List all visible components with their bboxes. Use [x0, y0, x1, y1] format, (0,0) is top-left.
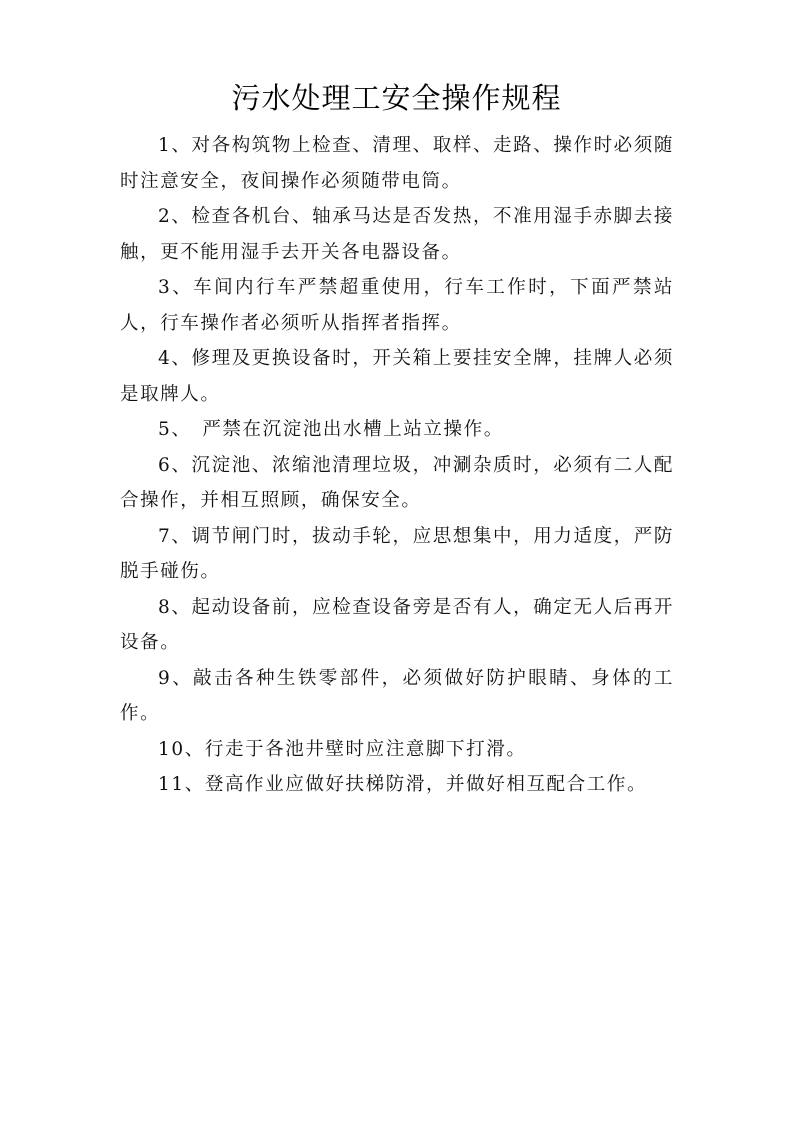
- rule-item-1: 1、对各构筑物上检查、清理、取样、走路、操作时必须随时注意安全，夜间操作必须随带电筒。: [120, 135, 674, 192]
- document-title: 污水处理工安全操作规程: [231, 81, 562, 115]
- rule-item-7: 7、调节闸门时，拔动手轮，应思想集中，用力适度，严防脱手碰伤。: [120, 525, 674, 582]
- rule-item-2: 2、检查各机台、轴承马达是否发热，不准用湿手赤脚去接触，更不能用湿手去开关各电器设备。: [120, 206, 674, 263]
- rule-item-10: 10、行走于各池井壁时应注意脚下打滑。: [158, 738, 527, 760]
- rule-item-6: 6、沉淀池、浓缩池清理垃圾，冲涮杂质时，必须有二人配合操作，并相互照顾，确保安全。: [120, 454, 674, 511]
- rule-item-3: 3、车间内行车严禁超重使用，行车工作时，下面严禁站人，行车操作者必须听从指挥者指挥。: [120, 277, 674, 334]
- document-body: [120, 128, 674, 803]
- rule-item-9: 9、敲击各种生铁零部件，必须做好防护眼睛、身体的工作。: [120, 667, 674, 724]
- rule-item-4: 4、修理及更换设备时，开关箱上要挂安全牌，挂牌人必须是取牌人。: [120, 348, 674, 405]
- rule-item-5: 5、 严禁在沉淀池出水槽上站立操作。: [158, 419, 504, 440]
- rule-item-8: 8、起动设备前，应检查设备旁是否有人，确定无人后再开设备。: [120, 596, 674, 653]
- rule-item-11: 11、登高作业应做好扶梯防滑，并做好相互配合工作。: [158, 774, 648, 795]
